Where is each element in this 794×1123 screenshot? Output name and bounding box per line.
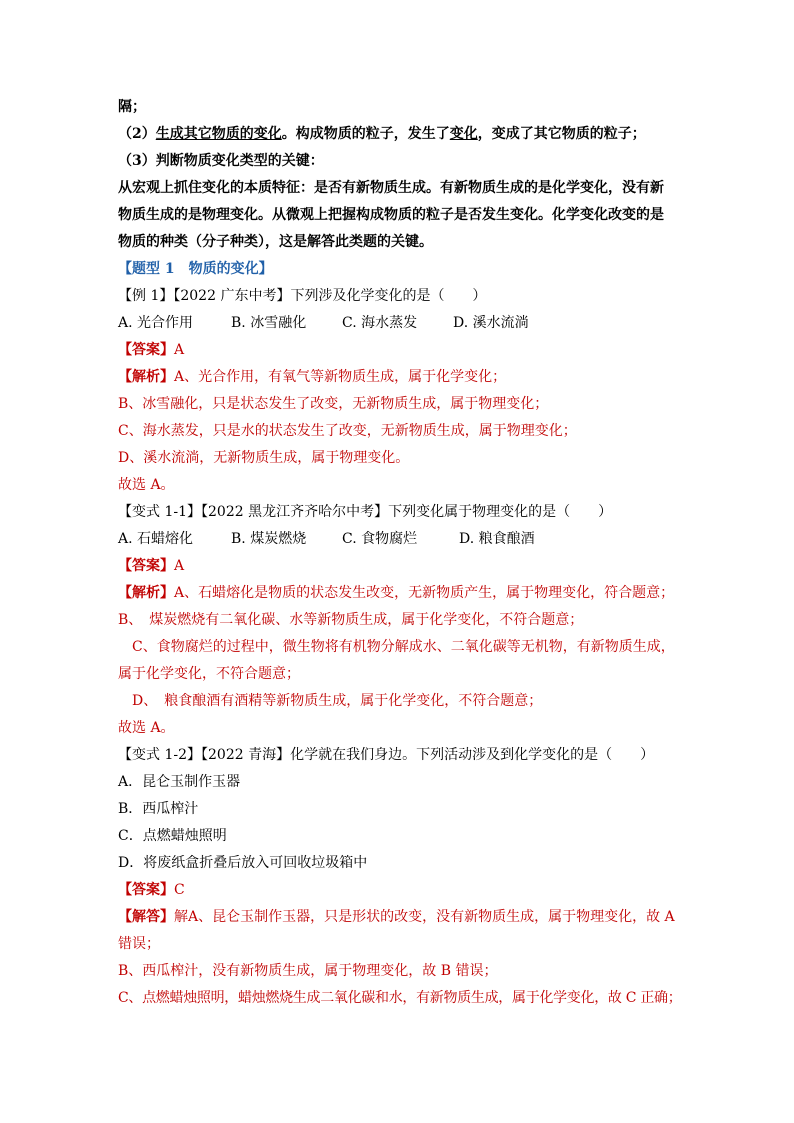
example-1-tag: 【例 1】 bbox=[118, 288, 174, 304]
variant-1-2-answer-tag: 【答案】 bbox=[118, 882, 174, 898]
variant-1-1-tag: 【变式 1-1】 bbox=[118, 504, 201, 520]
variant-1-2-analysis-3: C、点燃蜡烛照明，蜡烛燃烧生成二氧化碳和水，有新物质生成，属于化学变化，故 C 正确； bbox=[118, 990, 682, 1006]
intro-line-2-a: 生成其它物质的变化 bbox=[155, 126, 282, 142]
intro-para-3: 物质的种类（分子种类），这是解答此类题的关键。 bbox=[118, 234, 433, 250]
variant-1-1-analysis-3b: 属于化学变化，不符合题意； bbox=[118, 666, 300, 682]
example-1-option-a: A. 光合作用 bbox=[118, 315, 194, 331]
intro-line-3: （3）判断物质变化类型的关键： bbox=[118, 153, 324, 169]
variant-1-1-answer-value: A bbox=[174, 558, 185, 574]
variant-1-1-choose: 故选 A。 bbox=[118, 720, 175, 736]
variant-1-1-options bbox=[118, 529, 535, 549]
example-1-question: 【2022 广东中考】下列涉及化学变化的是（ ） bbox=[173, 288, 487, 304]
intro-para-1: 从宏观上抓住变化的本质特征：是否有新物质生成。有新物质生成的是化学变化，没有新 bbox=[118, 180, 664, 196]
intro-line-1: 隔； bbox=[118, 99, 146, 115]
variant-1-1-analysis-1 bbox=[118, 583, 674, 603]
intro-line-2-b: 。构成物质的粒子，发生了 bbox=[281, 126, 450, 142]
variant-1-1-option-c: C. 食物腐烂 bbox=[342, 531, 418, 547]
variant-1-1-answer bbox=[118, 556, 184, 576]
example-1-analysis-3: C、海水蒸发，只是水的状态发生了改变，无新物质生成，属于物理变化； bbox=[118, 423, 577, 439]
example-1-answer bbox=[118, 340, 184, 360]
variant-1-2-analysis-text: 解A、昆仑玉制作玉器，只是形状的改变，没有新物质生成，属于物理变化，故 A bbox=[174, 909, 675, 925]
example-1-analysis-text: A、光合作用，有氧气等新物质生成，属于化学变化； bbox=[174, 369, 507, 385]
intro-line-2 bbox=[118, 124, 646, 144]
example-1-option-c: C. 海水蒸发 bbox=[342, 315, 418, 331]
variant-1-2-analysis-1 bbox=[118, 907, 675, 927]
variant-1-2-answer-value: C bbox=[174, 882, 185, 898]
example-1-options bbox=[118, 313, 529, 333]
section-title: 【题型 1 物质的变化】 bbox=[118, 261, 273, 277]
example-1-stem bbox=[118, 286, 486, 306]
variant-1-1-analysis-text: A、石蜡熔化是物质的状态发生改变，无新物质产生，属于物理变化，符合题意； bbox=[174, 585, 675, 601]
variant-1-2-tag: 【变式 1-2】 bbox=[118, 747, 201, 763]
example-1-answer-tag: 【答案】 bbox=[118, 342, 174, 358]
example-1-option-b: B. 冰雪融化 bbox=[231, 315, 307, 331]
example-1-answer-value: A bbox=[174, 342, 185, 358]
variant-1-2-option-b: B．西瓜榨汁 bbox=[118, 801, 199, 817]
variant-1-1-analysis-2: B、 煤炭燃烧有二氧化碳、水等新物质生成，属于化学变化，不符合题意； bbox=[118, 612, 584, 628]
variant-1-1-option-b: B. 煤炭燃烧 bbox=[231, 531, 307, 547]
variant-1-2-analysis-2: B、西瓜榨汁，没有新物质生成，属于物理变化，故 B 错误； bbox=[118, 963, 498, 979]
variant-1-2-option-c: C．点燃蜡烛照明 bbox=[118, 828, 227, 844]
variant-1-2-option-d: D．将废纸盒折叠后放入可回收垃圾箱中 bbox=[118, 855, 368, 871]
variant-1-1-option-d: D. 粮食酿酒 bbox=[459, 531, 535, 547]
variant-1-2-question: 【2022 青海】化学就在我们身边。下列活动涉及到化学变化的是（ ） bbox=[201, 747, 655, 763]
example-1-analysis-2: B、冰雪融化，只是状态发生了改变，无新物质生成，属于物理变化； bbox=[118, 396, 549, 412]
example-1-choose: 故选 A。 bbox=[118, 477, 175, 493]
variant-1-1-answer-tag: 【答案】 bbox=[118, 558, 174, 574]
variant-1-2-stem bbox=[118, 745, 654, 765]
variant-1-1-question: 【2022 黑龙江齐齐哈尔中考】下列变化属于物理变化的是（ ） bbox=[201, 504, 613, 520]
variant-1-2-option-a: A．昆仑玉制作玉器 bbox=[118, 774, 241, 790]
variant-1-2-analysis-1b: 错误； bbox=[118, 936, 160, 952]
variant-1-1-option-a: A. 石蜡熔化 bbox=[118, 531, 194, 547]
intro-para-2: 物质生成的是物理变化。从微观上把握构成物质的粒子是否发生变化。化学变化改变的是 bbox=[118, 207, 664, 223]
variant-1-2-analysis-tag: 【解答】 bbox=[118, 909, 174, 925]
example-1-analysis-tag: 【解析】 bbox=[118, 369, 174, 385]
variant-1-1-analysis-tag: 【解析】 bbox=[118, 585, 174, 601]
variant-1-1-analysis-3: C、食物腐烂的过程中，微生物将有机物分解成水、二氧化碳等无机物，有新物质生成， bbox=[118, 639, 675, 655]
variant-1-1-analysis-4: D、 粮食酿酒有酒精等新物质生成，属于化学变化，不符合题意； bbox=[118, 693, 543, 709]
variant-1-2-answer bbox=[118, 880, 185, 900]
intro-line-2-prefix: （2） bbox=[118, 126, 156, 142]
example-1-analysis-4: D、溪水流淌，无新物质生成，属于物理变化。 bbox=[118, 450, 410, 466]
intro-line-2-c: 变化 bbox=[449, 126, 478, 142]
example-1-option-d: D. 溪水流淌 bbox=[453, 315, 529, 331]
intro-line-2-d: ，变成了其它物质的粒子； bbox=[477, 126, 646, 142]
example-1-analysis-1 bbox=[118, 367, 506, 387]
variant-1-1-stem bbox=[118, 502, 612, 522]
